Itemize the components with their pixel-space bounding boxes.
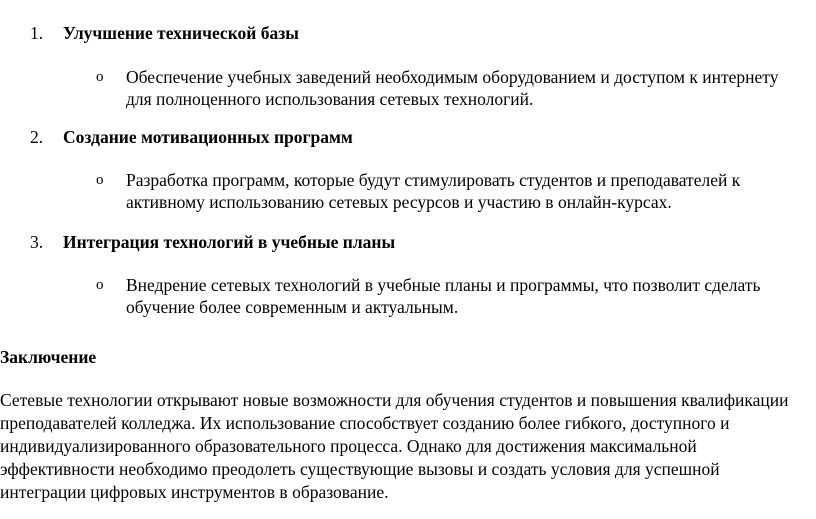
bullet-marker-icon: o xyxy=(96,277,104,293)
bullet-item-1 xyxy=(96,66,806,110)
conclusion-paragraph: Сетевые технологии открывают новые возможности для обучения студентов и повышения квалификации преподавателей колледжа. Их использование способствует созданию более гибкого, доступного и индивидуализированного образовательного процесса. Однако для достижения максимальной эффективности необходимо преодолеть существующие вызовы и создать условия для успешной интеграции цифровых инструментов в образование. xyxy=(0,390,789,502)
bullet-text: Обеспечение учебных заведений необходимым оборудованием и доступом к интернету для полноценного использования сетевых технологий. xyxy=(126,67,779,109)
item-title: Интеграция технологий в учебные планы xyxy=(63,232,396,252)
bullet-text: Разработка программ, которые будут стимулировать студентов и преподавателей к активному использованию сетевых ресурсов и участию в онлайн-курсах. xyxy=(126,170,741,212)
conclusion-heading: Заключение xyxy=(0,347,97,367)
item-number: 1. xyxy=(30,23,44,43)
bullet-marker-icon: o xyxy=(96,69,104,85)
bullet-item-2 xyxy=(96,169,806,213)
numbered-item-3 xyxy=(30,231,395,253)
item-number: 3. xyxy=(30,232,44,252)
item-title: Создание мотивационных программ xyxy=(63,127,353,147)
bullet-text: Внедрение сетевых технологий в учебные планы и программы, что позволит сделать обучение более современным и актуальным. xyxy=(126,275,761,317)
numbered-item-2 xyxy=(30,126,353,148)
bullet-item-3 xyxy=(96,274,806,318)
item-title: Улучшение технической базы xyxy=(63,23,299,43)
numbered-item-1 xyxy=(30,22,299,44)
item-number: 2. xyxy=(30,127,44,147)
bullet-marker-icon: o xyxy=(96,172,104,188)
